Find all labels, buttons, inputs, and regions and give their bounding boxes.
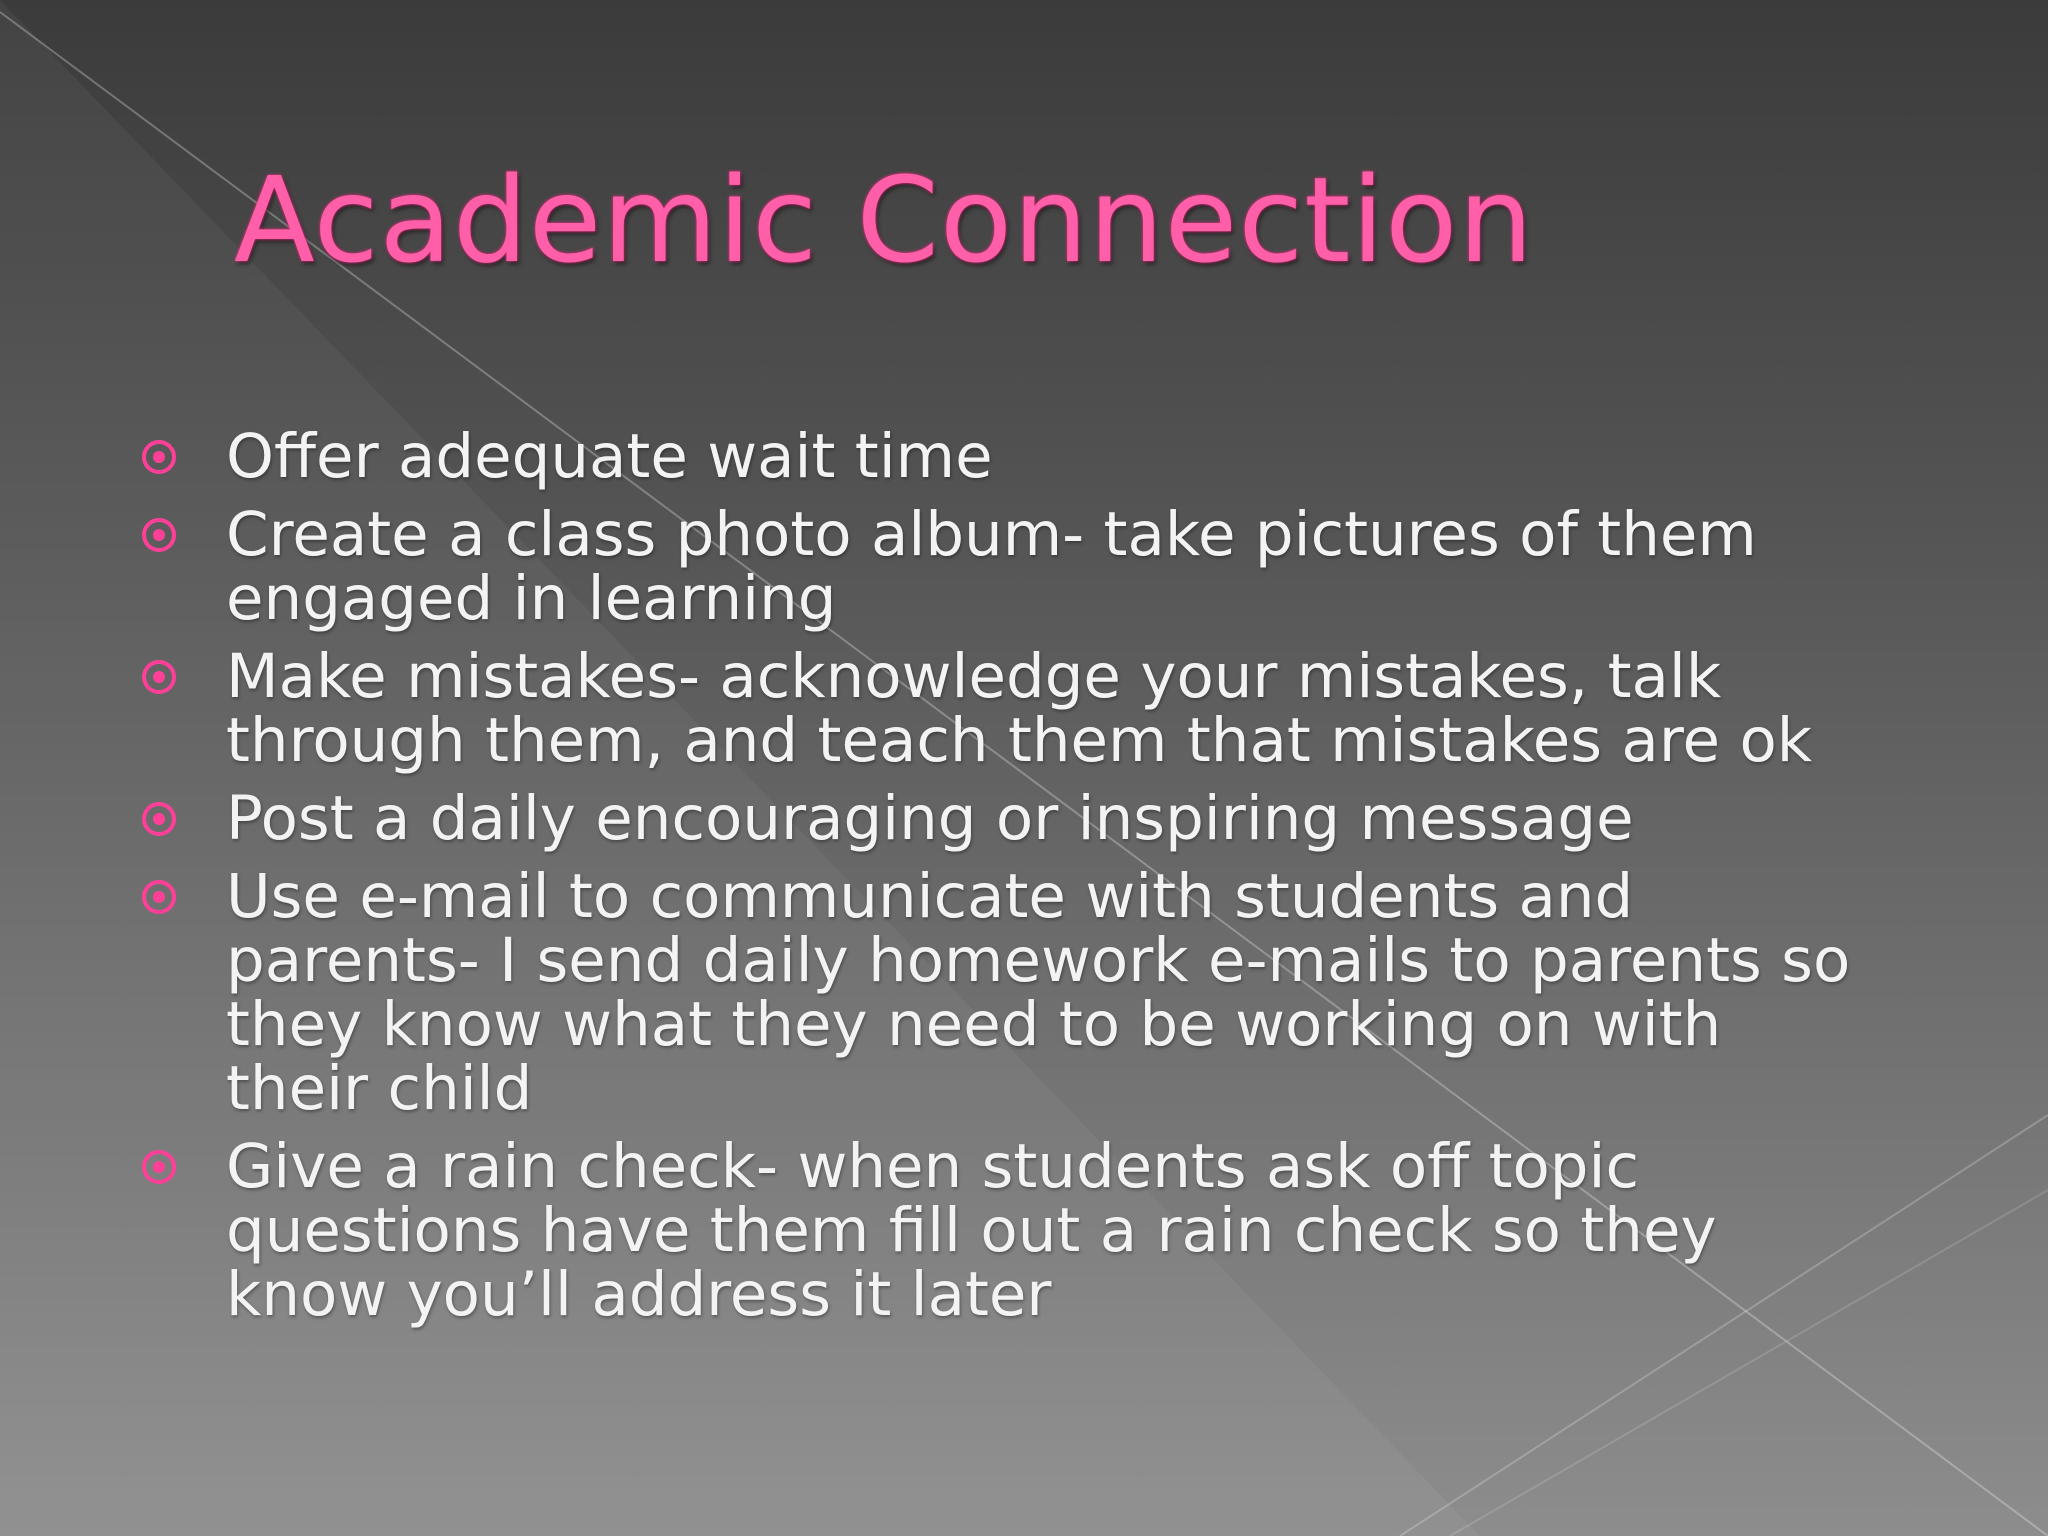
- bullet-text-line: know you’ll address it later: [226, 1259, 1052, 1330]
- bullet-item: [140, 783, 1940, 854]
- bullet-text-line: questions have them fill out a rain check so they: [226, 1195, 1717, 1266]
- target-bullet-icon: [142, 518, 176, 552]
- bullet-item: [140, 499, 1940, 634]
- bullet-text-line: through them, and teach them that mistakes are ok: [226, 705, 1813, 776]
- target-bullet-icon: [142, 440, 176, 474]
- bullet-text-line: they know what they need to be working on with: [226, 989, 1722, 1060]
- bullet-text-line: engaged in learning: [226, 563, 837, 634]
- bullet-item: [140, 1131, 1940, 1330]
- bullet-text-line: Make mistakes- acknowledge your mistakes, talk: [226, 641, 1722, 712]
- bullet-text-line: Create a class photo album- take pictures of them: [226, 499, 1757, 570]
- bullet-item: [140, 861, 1940, 1124]
- bullet-text-line: Offer adequate wait time: [226, 421, 993, 492]
- bullet-text-line: Give a rain check- when students ask off topic: [226, 1131, 1640, 1202]
- bullet-list: [140, 421, 1940, 1341]
- target-bullet-icon: [142, 660, 176, 694]
- bullet-item: [140, 421, 1940, 492]
- bullet-text-line: Use e-mail to communicate with students and: [226, 861, 1634, 932]
- target-bullet-icon: [142, 880, 176, 914]
- bullet-text-line: Post a daily encouraging or inspiring message: [226, 783, 1634, 854]
- slide-title: Academic Connection: [234, 151, 1535, 289]
- bullet-text-line: parents- I send daily homework e-mails to parents so: [226, 925, 1851, 996]
- target-bullet-icon: [142, 802, 176, 836]
- bullet-text-line: their child: [226, 1053, 533, 1124]
- target-bullet-icon: [142, 1150, 176, 1184]
- bullet-item: [140, 641, 1940, 776]
